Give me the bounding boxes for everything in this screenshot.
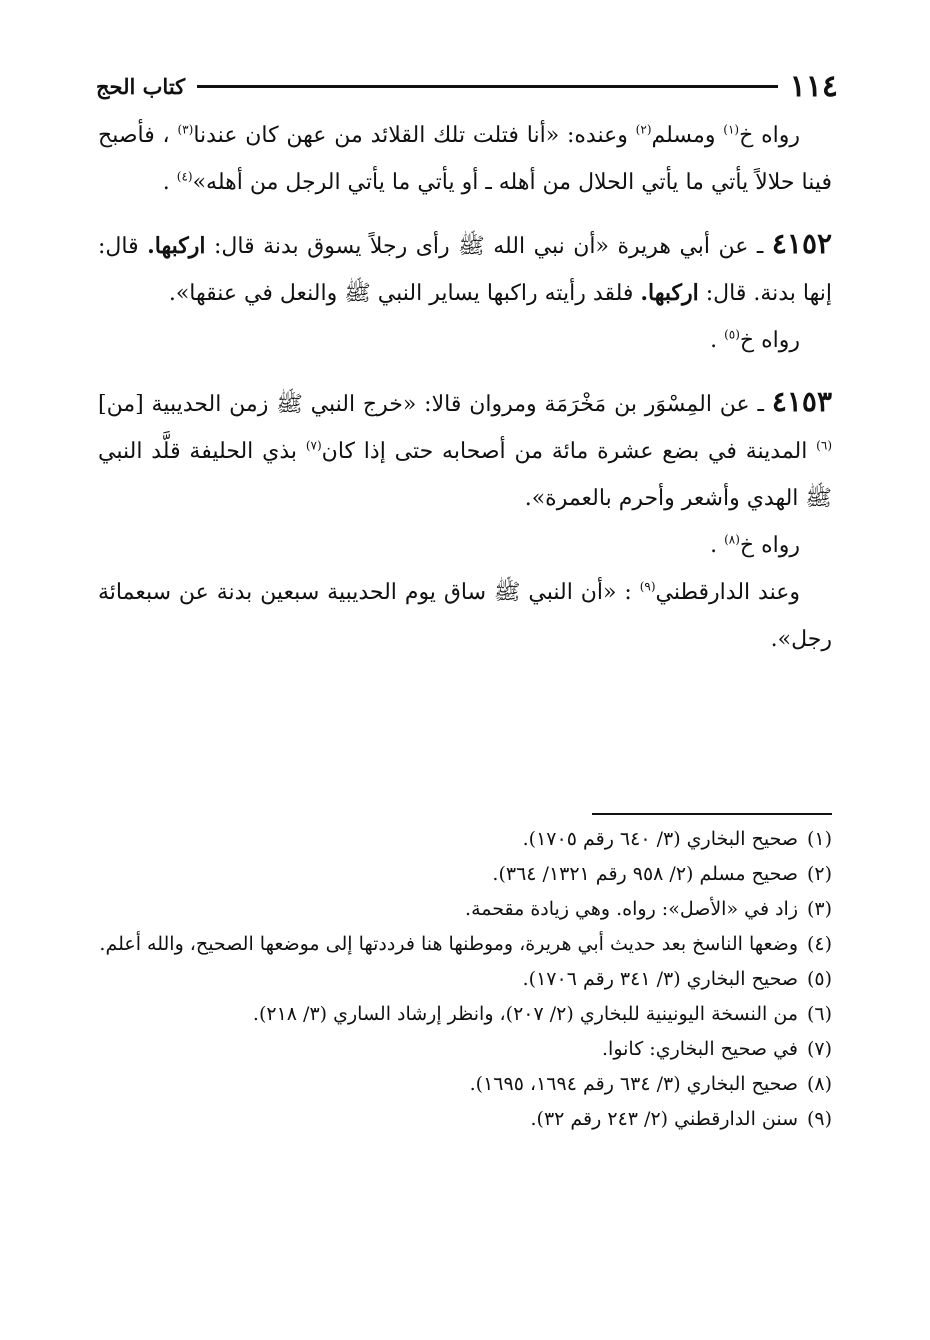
source-text: .: [710, 328, 725, 353]
hadith-text: فلقد رأيته راكبها يساير النبي ﷺ والنعل في عنقها».: [168, 281, 641, 306]
header-rule: [197, 85, 777, 88]
footnote-number: (٤): [806, 933, 832, 955]
footnote-item: [98, 927, 832, 962]
intro-paragraph: [98, 112, 832, 206]
footnote-ref: (٥): [724, 327, 740, 342]
footnote-separator: [592, 813, 832, 815]
intro-text: ، فأصبح فينا حلالاً يأتي ما يأتي الحلال من أهله ـ أو يأتي ما يأتي الرجل من أهله»: [98, 123, 832, 195]
footnote-item: [98, 857, 832, 892]
page-number: ١١٤: [789, 68, 838, 104]
footnote-text: في صحيح البخاري: كانوا.: [602, 1038, 798, 1060]
main-text: [98, 112, 832, 663]
hadith-text: قال: إنها بدنة. قال:: [98, 234, 832, 306]
footnote-text: من النسخة اليونينية للبخاري (٢/ ٢٠٧)، وانظر إرشاد الساري (٣/ ٢١٨).: [252, 1003, 798, 1025]
narration-text: : «أن النبي ﷺ ساق يوم الحديبية سبعين بدنة عن سبعمائة رجل».: [98, 580, 832, 652]
footnote-number: (٦): [806, 1003, 832, 1025]
intro-text: ومسلم: [651, 123, 724, 148]
footnote-number: (٢): [806, 863, 832, 885]
hadith-text: ـ عن أبي هريرة «أن نبي الله ﷺ رأى رجلاً يسوق بدنة قال:: [205, 234, 772, 259]
footnote-ref: (٣): [177, 122, 194, 137]
daraqutni-note: [98, 569, 832, 663]
hadith-4152-source: [98, 317, 832, 364]
footnote-number: (٣): [806, 898, 832, 920]
footnote-number: (١): [806, 828, 832, 850]
footnote-item: [98, 1032, 832, 1067]
hadith-number: ٤١٥٣: [771, 385, 832, 418]
hadith-command: اركبها.: [147, 233, 206, 259]
footnote-text: وضعها الناسخ بعد حديث أبي هريرة، وموطنها هنا فرددتها إلى موضعها الصحيح، والله أعلم.: [99, 933, 798, 955]
footnote-text: سنن الدارقطني (٢/ ٢٤٣ رقم ٣٢).: [530, 1108, 798, 1130]
intro-text: رواه خ: [739, 123, 801, 148]
hadith-number: ٤١٥٢: [771, 227, 833, 260]
footnote-text: صحيح البخاري (٣/ ٦٣٤ رقم ١٦٩٤، ١٦٩٥).: [469, 1073, 798, 1095]
hadith-command: اركبها.: [640, 280, 699, 306]
narration-text: وعند الدارقطني: [655, 580, 800, 605]
source-text: رواه خ: [739, 328, 800, 353]
footnote-ref: (٢): [635, 122, 652, 137]
footnote-item: [98, 997, 832, 1032]
intro-text: .: [162, 170, 177, 195]
footnote-number: (٩): [806, 1108, 832, 1130]
footnote-ref: (٩): [639, 579, 656, 594]
source-text: .: [710, 533, 725, 558]
source-text: رواه خ: [739, 533, 800, 558]
footnote-ref: (٨): [724, 532, 740, 547]
footnote-text: زاد في «الأصل»: رواه. وهي زيادة مقحمة.: [465, 898, 798, 920]
hadith-text: بذي الحليفة قلَّد النبي ﷺ الهدي وأشعر وأحرم بالعمرة».: [98, 439, 832, 511]
hadith-text: المدينة في بضع عشرة مائة من أصحابه حتى إذا كان: [321, 439, 817, 464]
footnote-ref: (٦): [816, 438, 832, 453]
intro-text: وعنده: «أنا فتلت تلك القلائد من عهن كان عندنا: [193, 123, 636, 148]
book-title: كتاب الحج: [96, 73, 186, 99]
footnote-ref: (٤): [176, 169, 193, 184]
footnote-item: [98, 822, 832, 857]
hadith-text: ـ عن المِسْوَر بن مَخْرَمَة ومروان قالا: «خرج النبي ﷺ زمن الحديبية [من]: [98, 392, 772, 417]
footnotes: [98, 822, 832, 1137]
hadith-4153-source: [98, 522, 832, 569]
hadith-4153: [98, 378, 832, 522]
page-header: [96, 66, 838, 106]
footnote-item: [98, 962, 832, 997]
footnote-text: صحيح البخاري (٣/ ٦٤٠ رقم ١٧٠٥).: [522, 828, 798, 850]
footnote-number: (٥): [806, 968, 832, 990]
footnote-number: (٨): [806, 1073, 832, 1095]
footnote-item: [98, 892, 832, 927]
footnote-number: (٧): [806, 1038, 832, 1060]
footnote-ref: (١): [723, 122, 740, 137]
footnote-item: [98, 1067, 832, 1102]
hadith-4152: [98, 220, 832, 317]
footnote-text: صحيح مسلم (٢/ ٩٥٨ رقم ١٣٢١/ ٣٦٤).: [492, 863, 798, 885]
footnote-ref: (٧): [305, 438, 322, 453]
footnote-text: صحيح البخاري (٣/ ٣٤١ رقم ١٧٠٦).: [522, 968, 798, 990]
footnote-item: [98, 1102, 832, 1137]
